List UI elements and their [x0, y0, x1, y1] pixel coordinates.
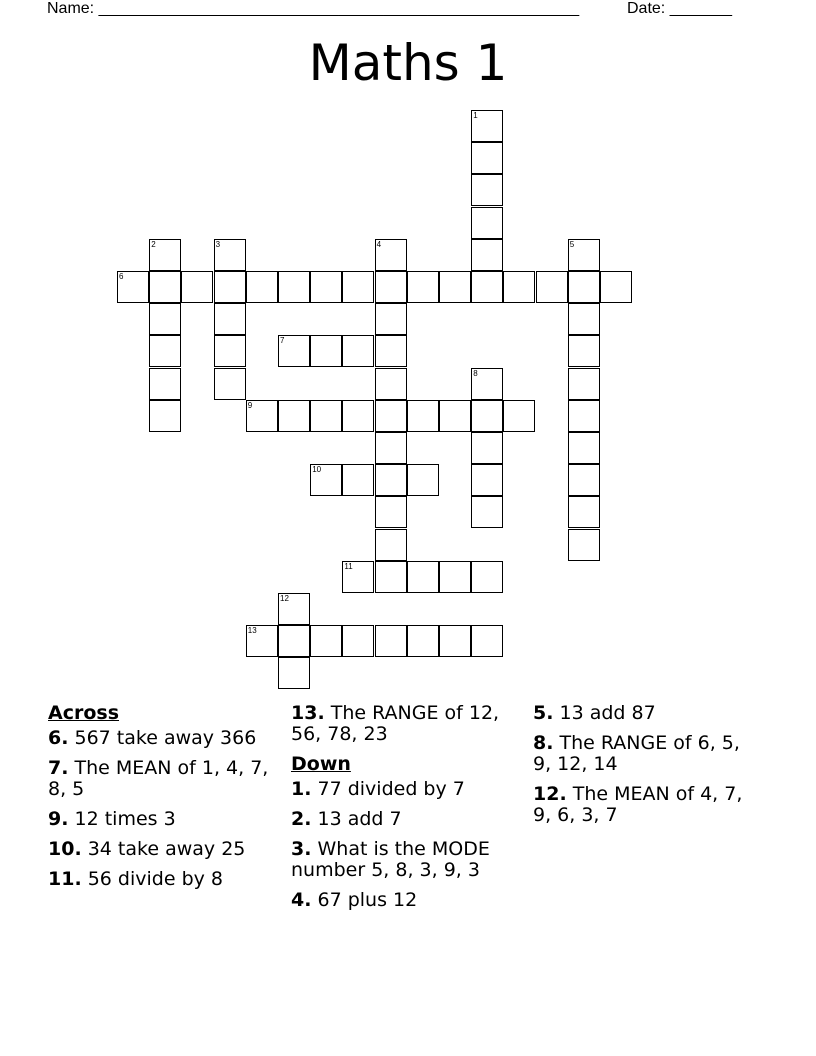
clue-number: 12.	[533, 783, 567, 805]
clue-across-7	[48, 758, 273, 800]
crossword-cell[interactable]	[568, 303, 600, 335]
crossword-cell[interactable]	[568, 368, 600, 400]
crossword-cell[interactable]	[375, 432, 407, 464]
crossword-cell[interactable]	[214, 239, 246, 271]
crossword-cell[interactable]	[278, 271, 310, 303]
crossword-cell[interactable]	[375, 303, 407, 335]
crossword-cell[interactable]	[375, 496, 407, 528]
clue-across-10	[48, 839, 273, 860]
crossword-cell[interactable]	[568, 464, 600, 496]
crossword-cell[interactable]	[149, 335, 181, 367]
crossword-cell[interactable]	[375, 561, 407, 593]
page-title: Maths 1	[308, 34, 508, 92]
crossword-cell[interactable]	[471, 207, 503, 239]
clue-down-5	[533, 703, 758, 724]
clue-across-13	[291, 703, 516, 745]
clue-across-9	[48, 809, 273, 830]
clue-down-3	[291, 839, 516, 881]
clue-down-1	[291, 779, 516, 800]
crossword-cell[interactable]	[600, 271, 632, 303]
cell-number: 4	[376, 239, 382, 249]
crossword-cell[interactable]	[407, 400, 439, 432]
crossword-cell[interactable]	[568, 496, 600, 528]
crossword-cell[interactable]	[214, 303, 246, 335]
name-field-label: Name: ______________________________________________________	[47, 0, 580, 17]
crossword-cell[interactable]	[342, 464, 374, 496]
crossword-cell[interactable]	[568, 400, 600, 432]
clue-text: The RANGE of 12, 56, 78, 23	[291, 702, 500, 745]
crossword-cell[interactable]	[503, 271, 535, 303]
clue-text: What is the MODE number 5, 8, 3, 9, 3	[291, 838, 490, 881]
crossword-cell[interactable]	[278, 335, 310, 367]
clue-across-11	[48, 869, 273, 890]
cell-number: 13	[247, 626, 257, 636]
crossword-cell[interactable]	[149, 271, 181, 303]
clue-number: 3.	[291, 838, 312, 860]
clue-text: The RANGE of 6, 5, 9, 12, 14	[533, 732, 740, 775]
cell-number: 1	[473, 111, 478, 120]
crossword-cell[interactable]	[342, 400, 374, 432]
crossword-cell[interactable]	[471, 432, 503, 464]
crossword-cell[interactable]	[246, 271, 278, 303]
crossword-cell[interactable]	[568, 432, 600, 464]
clue-number: 6.	[48, 727, 69, 749]
clue-down-8	[533, 733, 758, 775]
clue-number: 13.	[291, 702, 325, 724]
clue-down-4	[291, 890, 516, 911]
crossword-cell[interactable]	[375, 464, 407, 496]
crossword-cell[interactable]	[407, 464, 439, 496]
clue-text: The MEAN of 4, 7, 9, 6, 3, 7	[533, 783, 743, 826]
clue-column-1	[48, 703, 273, 899]
crossword-cell[interactable]	[149, 239, 181, 271]
cell-number: 9	[247, 400, 253, 410]
crossword-cell[interactable]	[407, 561, 439, 593]
crossword-cell[interactable]	[375, 239, 407, 271]
crossword-cell[interactable]	[375, 625, 407, 657]
crossword-cell[interactable]	[375, 271, 407, 303]
clue-text: The MEAN of 1, 4, 7, 8, 5	[48, 757, 269, 800]
crossword-cell[interactable]	[149, 368, 181, 400]
crossword-cell[interactable]	[246, 625, 278, 657]
crossword-cell[interactable]	[471, 400, 503, 432]
crossword-cell[interactable]	[246, 400, 278, 432]
clue-across-6	[48, 728, 273, 749]
clue-number: 8.	[533, 732, 554, 754]
crossword-cell[interactable]	[310, 400, 342, 432]
cell-number: 10	[312, 465, 322, 475]
crossword-cell[interactable]	[568, 335, 600, 367]
clue-number: 1.	[291, 778, 312, 800]
clue-column-2	[291, 703, 516, 920]
crossword-cell[interactable]	[342, 335, 374, 367]
crossword-cell[interactable]	[439, 625, 471, 657]
crossword-cell[interactable]	[278, 625, 310, 657]
crossword-cell[interactable]	[439, 400, 471, 432]
crossword-cell[interactable]	[471, 496, 503, 528]
crossword-cell[interactable]	[471, 464, 503, 496]
across-heading: Across	[48, 702, 120, 724]
clue-text: 34 take away 25	[87, 838, 246, 860]
clue-text: 13 add 87	[559, 702, 656, 724]
crossword-cell[interactable]	[375, 400, 407, 432]
crossword-cell[interactable]	[471, 271, 503, 303]
clue-number: 10.	[48, 838, 82, 860]
cell-number: 12	[280, 594, 289, 603]
clue-number: 2.	[291, 808, 312, 830]
crossword-cell[interactable]	[568, 239, 600, 271]
cell-number: 7	[280, 336, 285, 346]
crossword-cell[interactable]	[471, 174, 503, 206]
crossword-cell[interactable]	[439, 271, 471, 303]
clue-number: 11.	[48, 868, 82, 890]
clue-text: 567 take away 366	[74, 727, 257, 749]
clue-down-2	[291, 809, 516, 830]
crossword-cell[interactable]	[278, 657, 310, 689]
clue-text: 56 divide by 8	[87, 868, 224, 890]
crossword-cell[interactable]	[214, 335, 246, 367]
clue-text: 12 times 3	[74, 808, 176, 830]
crossword-cell[interactable]	[375, 529, 407, 561]
cell-number: 2	[151, 239, 156, 249]
crossword-cell[interactable]	[407, 271, 439, 303]
crossword-cell[interactable]	[310, 625, 342, 657]
crossword-cell[interactable]	[536, 271, 568, 303]
clue-text: 77 divided by 7	[317, 778, 465, 800]
crossword-cell[interactable]	[407, 625, 439, 657]
crossword-cell[interactable]	[503, 400, 535, 432]
crossword-cell[interactable]	[471, 142, 503, 174]
cell-number: 5	[569, 239, 575, 249]
date-field-label: Date: _______	[627, 0, 732, 17]
crossword-cell[interactable]	[342, 561, 374, 593]
cell-number: 3	[215, 239, 221, 249]
clue-number: 4.	[291, 889, 312, 911]
clue-number: 9.	[48, 808, 69, 830]
clue-number: 5.	[533, 702, 554, 724]
crossword-cell[interactable]	[375, 368, 407, 400]
crossword-cell[interactable]	[310, 335, 342, 367]
crossword-cell[interactable]	[310, 464, 342, 496]
clue-column-3	[533, 703, 758, 835]
crossword-cell[interactable]	[149, 400, 181, 432]
cell-number: 6	[119, 272, 124, 281]
crossword-cell[interactable]	[568, 529, 600, 561]
crossword-cell[interactable]	[439, 561, 471, 593]
crossword-cell[interactable]	[471, 561, 503, 593]
crossword-cell[interactable]	[342, 625, 374, 657]
crossword-cell[interactable]	[149, 303, 181, 335]
crossword-cell[interactable]	[568, 271, 600, 303]
clue-number: 7.	[48, 757, 69, 779]
crossword-cell[interactable]	[342, 271, 374, 303]
crossword-cell[interactable]	[214, 368, 246, 400]
cell-number: 11	[344, 561, 353, 571]
crossword-cell[interactable]	[471, 368, 503, 400]
clue-text: 13 add 7	[317, 808, 402, 830]
clue-down-12	[533, 784, 758, 826]
crossword-cell[interactable]	[278, 593, 310, 625]
crossword-cell[interactable]	[375, 335, 407, 367]
down-heading: Down	[291, 753, 351, 775]
crossword-cell[interactable]	[278, 400, 310, 432]
crossword-cell[interactable]	[471, 625, 503, 657]
crossword-cell[interactable]	[181, 271, 213, 303]
crossword-cell[interactable]	[214, 271, 246, 303]
crossword-cell[interactable]	[310, 271, 342, 303]
crossword-cell[interactable]	[471, 239, 503, 271]
crossword-cell[interactable]	[471, 110, 503, 142]
crossword-cell[interactable]	[117, 271, 149, 303]
clue-text: 67 plus 12	[317, 889, 418, 911]
cell-number: 8	[473, 368, 478, 378]
